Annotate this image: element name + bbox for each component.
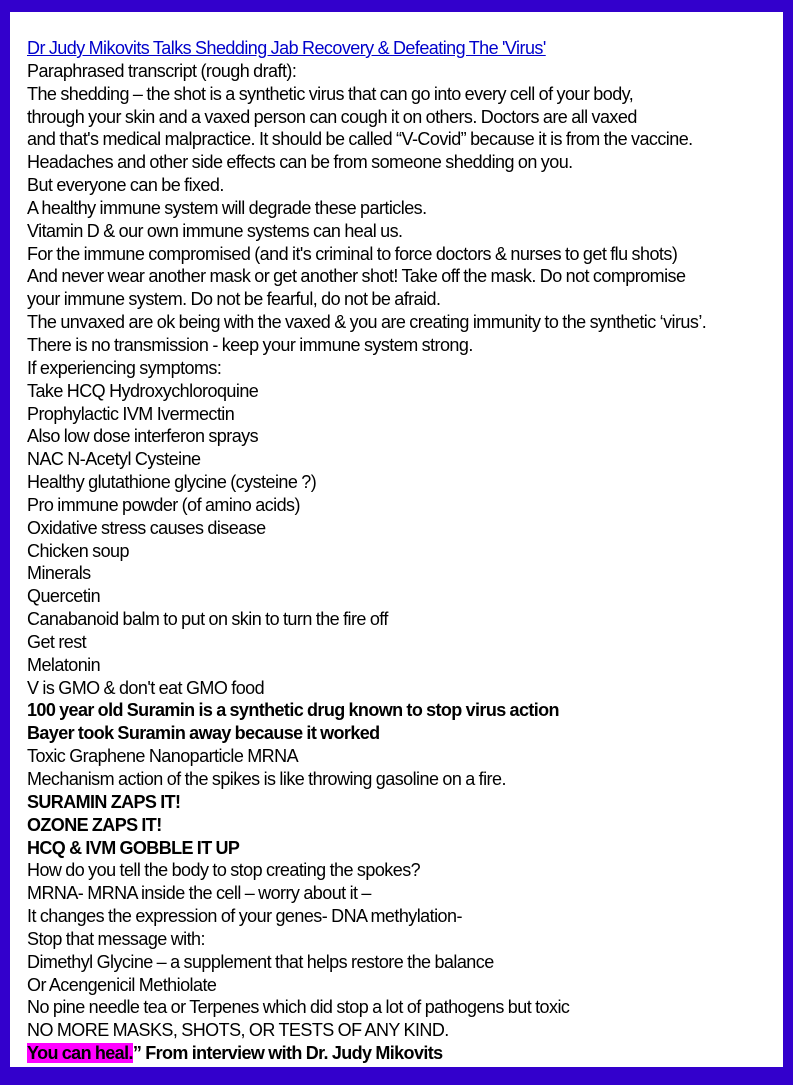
- transcript-line: Headaches and other side effects can be from someone shedding on you.: [27, 152, 573, 173]
- transcript-line: SURAMIN ZAPS IT!: [27, 791, 181, 812]
- transcript-line: Melatonin: [27, 654, 101, 675]
- transcript-line: And never wear another mask or get another shot! Take off the mask. Do not compromise: [27, 266, 686, 287]
- transcript-line: No pine needle tea or Terpenes which did stop a lot of pathogens but toxic: [27, 997, 570, 1018]
- transcript-line: A healthy immune system will degrade these particles.: [27, 197, 427, 218]
- transcript-line: The unvaxed are ok being with the vaxed & you are creating immunity to the synthetic ‘virus’.: [27, 312, 707, 333]
- transcript-line: Vitamin D & our own immune systems can heal us.: [27, 220, 403, 241]
- closing-line: [27, 1042, 777, 1065]
- transcript-line: Get rest: [27, 631, 87, 652]
- transcript-line: Bayer took Suramin away because it worked: [27, 723, 380, 744]
- transcript-line: 100 year old Suramin is a synthetic drug known to stop virus action: [27, 700, 559, 721]
- transcript-line: MRNA- MRNA inside the cell – worry about it –: [27, 883, 371, 904]
- title-line: [27, 37, 777, 60]
- transcript-line: through your skin and a vaxed person can cough it on others. Doctors are all vaxed: [27, 106, 637, 127]
- document-page: [10, 12, 783, 1067]
- transcript-line: HCQ & IVM GOBBLE IT UP: [27, 837, 240, 858]
- transcript-line: Also low dose interferon sprays: [27, 426, 259, 447]
- transcript-line: NO MORE MASKS, SHOTS, OR TESTS OF ANY KIND.: [27, 1020, 449, 1041]
- transcript-line: Pro immune powder (of amino acids): [27, 494, 300, 515]
- transcript-line: NAC N-Acetyl Cysteine: [27, 449, 201, 470]
- transcript-line: OZONE ZAPS IT!: [27, 814, 162, 835]
- transcript-line: and that's medical malpractice. It should be called “V-Covid” because it is from the vaccine.: [27, 129, 693, 150]
- transcript-line: Oxidative stress causes disease: [27, 517, 266, 538]
- transcript-line: Take HCQ Hydroxychloroquine: [27, 380, 259, 401]
- transcript-line: Prophylactic IVM Ivermectin: [27, 403, 235, 424]
- transcript-line: Paraphrased transcript (rough draft):: [27, 60, 297, 81]
- transcript-line: The shedding – the shot is a synthetic virus that can go into every cell of your body,: [27, 83, 634, 104]
- transcript-line: Dimethyl Glycine – a supplement that helps restore the balance: [27, 951, 494, 972]
- transcript-line: your immune system. Do not be fearful, do not be afraid.: [27, 289, 441, 310]
- transcript-line: Toxic Graphene Nanoparticle MRNA: [27, 746, 299, 767]
- highlighted-text: You can heal.: [27, 1043, 133, 1064]
- transcript-line: Or Acengenicil Methiolate: [27, 974, 217, 995]
- title-link[interactable]: Dr Judy Mikovits Talks Shedding Jab Recovery & Defeating The 'Virus': [27, 38, 546, 58]
- transcript-line: But everyone can be fixed.: [27, 175, 224, 196]
- transcript-line: Chicken soup: [27, 540, 129, 561]
- transcript-line: How do you tell the body to stop creating the spokes?: [27, 860, 421, 881]
- transcript: [27, 37, 777, 1065]
- transcript-line: Healthy glutathione glycine (cysteine ?): [27, 472, 317, 493]
- transcript-line: Canabanoid balm to put on skin to turn the fire off: [27, 609, 388, 630]
- transcript-line: There is no transmission - keep your immune system strong.: [27, 334, 473, 355]
- closing-attribution: ” From interview with Dr. Judy Mikovits: [132, 1043, 443, 1064]
- transcript-line: Minerals: [27, 563, 91, 584]
- transcript-line: If experiencing symptoms:: [27, 357, 222, 378]
- transcript-line: It changes the expression of your genes- DNA methylation-: [27, 906, 462, 927]
- transcript-line: V is GMO & don't eat GMO food: [27, 677, 265, 698]
- transcript-line: Mechanism action of the spikes is like throwing gasoline on a fire.: [27, 769, 506, 789]
- transcript-lines: [27, 60, 777, 1042]
- transcript-line: For the immune compromised (and it's criminal to force doctors & nurses to get flu shots): [27, 243, 678, 264]
- transcript-line: Stop that message with:: [27, 928, 205, 949]
- transcript-line: Quercetin: [27, 586, 101, 607]
